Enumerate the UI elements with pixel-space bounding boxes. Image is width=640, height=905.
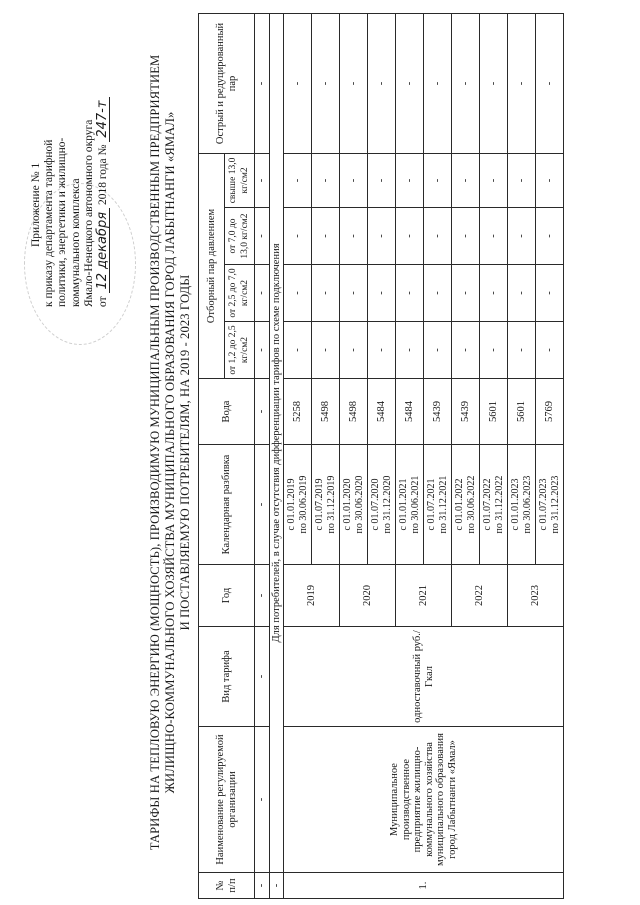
- table-cell: -: [480, 153, 508, 207]
- period-cell: [312, 445, 340, 565]
- table-cell: -: [284, 153, 312, 207]
- header-year: Год: [199, 565, 255, 627]
- table-cell: -: [255, 727, 270, 873]
- water-tariff: 5601: [480, 379, 508, 445]
- period-cell: [480, 445, 508, 565]
- table-cell: -: [312, 153, 340, 207]
- table-cell: -: [396, 265, 424, 322]
- tariff-table: [198, 13, 564, 899]
- period-from: с 01.01.2021: [398, 478, 409, 531]
- row-number: 1.: [284, 873, 564, 899]
- period-from: с 01.07.2020: [370, 478, 381, 531]
- table-cell: -: [269, 873, 284, 899]
- appendix-block: [30, 47, 110, 307]
- period-from: с 01.01.2023: [510, 478, 521, 531]
- table-cell: -: [368, 265, 396, 322]
- table-cell: -: [255, 873, 270, 899]
- period-cell: [340, 445, 368, 565]
- table-cell: -: [508, 265, 536, 322]
- year-cell: 2023: [508, 565, 564, 627]
- table-cell: -: [340, 265, 368, 322]
- table-cell: -: [452, 322, 480, 379]
- table-cell: -: [255, 153, 270, 207]
- period-from: с 01.07.2022: [482, 478, 493, 531]
- table-row: [284, 13, 312, 898]
- table-cell: -: [480, 208, 508, 265]
- table-cell: -: [368, 322, 396, 379]
- table-cell: -: [480, 13, 508, 153]
- header-pressure-3: от 7,0 до 13,0 кг/см2: [225, 208, 255, 265]
- period-cell: [284, 445, 312, 565]
- table-cell: -: [452, 208, 480, 265]
- water-tariff: 5601: [508, 379, 536, 445]
- table-cell: -: [255, 565, 270, 627]
- period-from: с 01.01.2019: [286, 478, 297, 531]
- table-cell: -: [312, 265, 340, 322]
- table-cell: -: [452, 153, 480, 207]
- handwritten-date: 12 декабря: [96, 208, 110, 294]
- table-cell: -: [536, 13, 564, 153]
- table-cell: -: [368, 208, 396, 265]
- section-title: Для потребителей, в случае отсутствия дифференциации тарифов по схеме подключения: [269, 13, 284, 872]
- organization-name: Муниципальное производственное предприятие жилищно-коммунального хозяйства муниципального образования город Лабытнанги «Ямал»: [284, 727, 564, 873]
- table-cell: -: [536, 153, 564, 207]
- table-cell: -: [284, 13, 312, 153]
- table-cell: -: [508, 153, 536, 207]
- period-to: по 30.06.2019: [297, 475, 309, 534]
- table-cell: -: [255, 379, 270, 445]
- table-cell: -: [396, 208, 424, 265]
- table-cell: -: [536, 208, 564, 265]
- table-cell: -: [312, 208, 340, 265]
- year-cell: 2020: [340, 565, 396, 627]
- table-cell: -: [340, 322, 368, 379]
- period-cell: [452, 445, 480, 565]
- period-from: с 01.01.2022: [454, 478, 465, 531]
- table-cell: -: [255, 265, 270, 322]
- table-cell: -: [536, 322, 564, 379]
- table-cell: -: [424, 153, 452, 207]
- header-num: № п/п: [199, 873, 255, 899]
- header-pressure-4: свыше 13,0 кг/см2: [225, 153, 255, 207]
- period-to: по 31.12.2021: [437, 475, 449, 534]
- table-cell: -: [508, 208, 536, 265]
- table-cell: -: [255, 627, 270, 727]
- year-cell: 2022: [452, 565, 508, 627]
- year-cell: 2019: [284, 565, 340, 627]
- table-cell: -: [368, 153, 396, 207]
- table-cell: -: [508, 322, 536, 379]
- header-kind: Вид тарифа: [199, 627, 255, 727]
- table-cell: -: [480, 322, 508, 379]
- table-cell: -: [424, 13, 452, 153]
- title-line: И ПОСТАВЛЯЕМУЮ ПОТРЕБИТЕЛЯМ, НА 2019 - 2023 ГОДЫ: [178, 274, 192, 631]
- table-cell: -: [480, 265, 508, 322]
- date-prefix: от: [97, 296, 110, 307]
- water-tariff: 5769: [536, 379, 564, 445]
- period-cell: [368, 445, 396, 565]
- header-water: Вода: [199, 379, 255, 445]
- header-steam: Отборный пар давлением: [199, 153, 225, 378]
- data-rows: [284, 13, 564, 898]
- header-pressure-1: от 1,2 до 2,5 кг/см2: [225, 322, 255, 379]
- year-cell: 2021: [396, 565, 452, 627]
- table-cell: -: [284, 208, 312, 265]
- period-to: по 30.06.2023: [521, 475, 533, 534]
- water-tariff: 5258: [284, 379, 312, 445]
- table-cell: -: [424, 265, 452, 322]
- table-cell: -: [255, 445, 270, 565]
- header-period: Календарная разбивка: [199, 445, 255, 565]
- table-cell: -: [424, 322, 452, 379]
- period-to: по 31.12.2022: [493, 475, 505, 534]
- header-org: Наименование регулируемой организации: [199, 727, 255, 873]
- period-cell: [396, 445, 424, 565]
- period-from: с 01.01.2020: [342, 478, 353, 531]
- appendix-line: политики, энергетики и жилищно-: [56, 137, 69, 307]
- period-cell: [536, 445, 564, 565]
- period-to: по 30.06.2021: [409, 475, 421, 534]
- appendix-line: Ямало-Ненецкого автономного округа: [82, 119, 95, 307]
- handwritten-order-number: 247-т: [96, 97, 110, 142]
- water-tariff: 5484: [368, 379, 396, 445]
- appendix-date-line: [96, 47, 110, 307]
- appendix-line: к приказу департамента тарифной: [43, 139, 56, 307]
- water-tariff: 5484: [396, 379, 424, 445]
- table-cell: -: [284, 322, 312, 379]
- water-tariff: 5439: [452, 379, 480, 445]
- table-cell: -: [424, 208, 452, 265]
- period-from: с 01.07.2021: [426, 478, 437, 531]
- section-row: [269, 13, 284, 898]
- table-cell: -: [508, 13, 536, 153]
- title-line: ЖИЛИЩНО-КОММУНАЛЬНОГО ХОЗЯЙСТВА МУНИЦИПАЛЬНОГО ОБРАЗОВАНИЯ ГОРОД ЛАБЫТНАНГИ «ЯМАЛ»: [163, 111, 177, 794]
- title-line: ТАРИФЫ НА ТЕПЛОВУЮ ЭНЕРГИЮ (МОЩНОСТЬ), ПРОИЗВОДИМУЮ МУНИЦИПАЛЬНЫМ ПРОИЗВОДСТВЕННЫМ ПРЕДПРИЯТИЕМ: [148, 54, 162, 851]
- table-cell: -: [452, 265, 480, 322]
- table-cell: -: [340, 13, 368, 153]
- table-cell: -: [340, 153, 368, 207]
- period-from: с 01.07.2019: [314, 478, 325, 531]
- table-cell: -: [452, 13, 480, 153]
- dash-row: [255, 13, 270, 898]
- appendix-line: Приложение № 1: [30, 162, 42, 247]
- date-suffix: 2018 года №: [97, 144, 110, 206]
- period-cell: [508, 445, 536, 565]
- table-cell: -: [368, 13, 396, 153]
- period-cell: [424, 445, 452, 565]
- table-cell: -: [312, 13, 340, 153]
- appendix-line: коммунального комплекса: [69, 178, 82, 307]
- period-to: по 31.12.2019: [325, 475, 337, 534]
- water-tariff: 5439: [424, 379, 452, 445]
- tariff-kind: одноставочный руб./Гкал: [284, 627, 564, 727]
- table-cell: -: [312, 322, 340, 379]
- table-cell: -: [255, 322, 270, 379]
- table-cell: -: [536, 265, 564, 322]
- period-to: по 31.12.2020: [381, 475, 393, 534]
- table-cell: -: [340, 208, 368, 265]
- table-cell: -: [396, 153, 424, 207]
- document-title: [148, 0, 193, 905]
- table-cell: -: [255, 13, 270, 153]
- period-to: по 30.06.2022: [465, 475, 477, 534]
- period-to: по 30.06.2020: [353, 475, 365, 534]
- period-to: по 31.12.2023: [549, 475, 561, 534]
- table-cell: -: [396, 322, 424, 379]
- header-pressure-2: от 2,5 до 7,0 кг/см2: [225, 265, 255, 322]
- water-tariff: 5498: [312, 379, 340, 445]
- table-cell: -: [396, 13, 424, 153]
- water-tariff: 5498: [340, 379, 368, 445]
- table-cell: -: [284, 265, 312, 322]
- table-cell: -: [255, 208, 270, 265]
- header-sharp-steam: Острый и редуцированный пар: [199, 13, 255, 153]
- period-from: с 01.07.2023: [538, 478, 549, 531]
